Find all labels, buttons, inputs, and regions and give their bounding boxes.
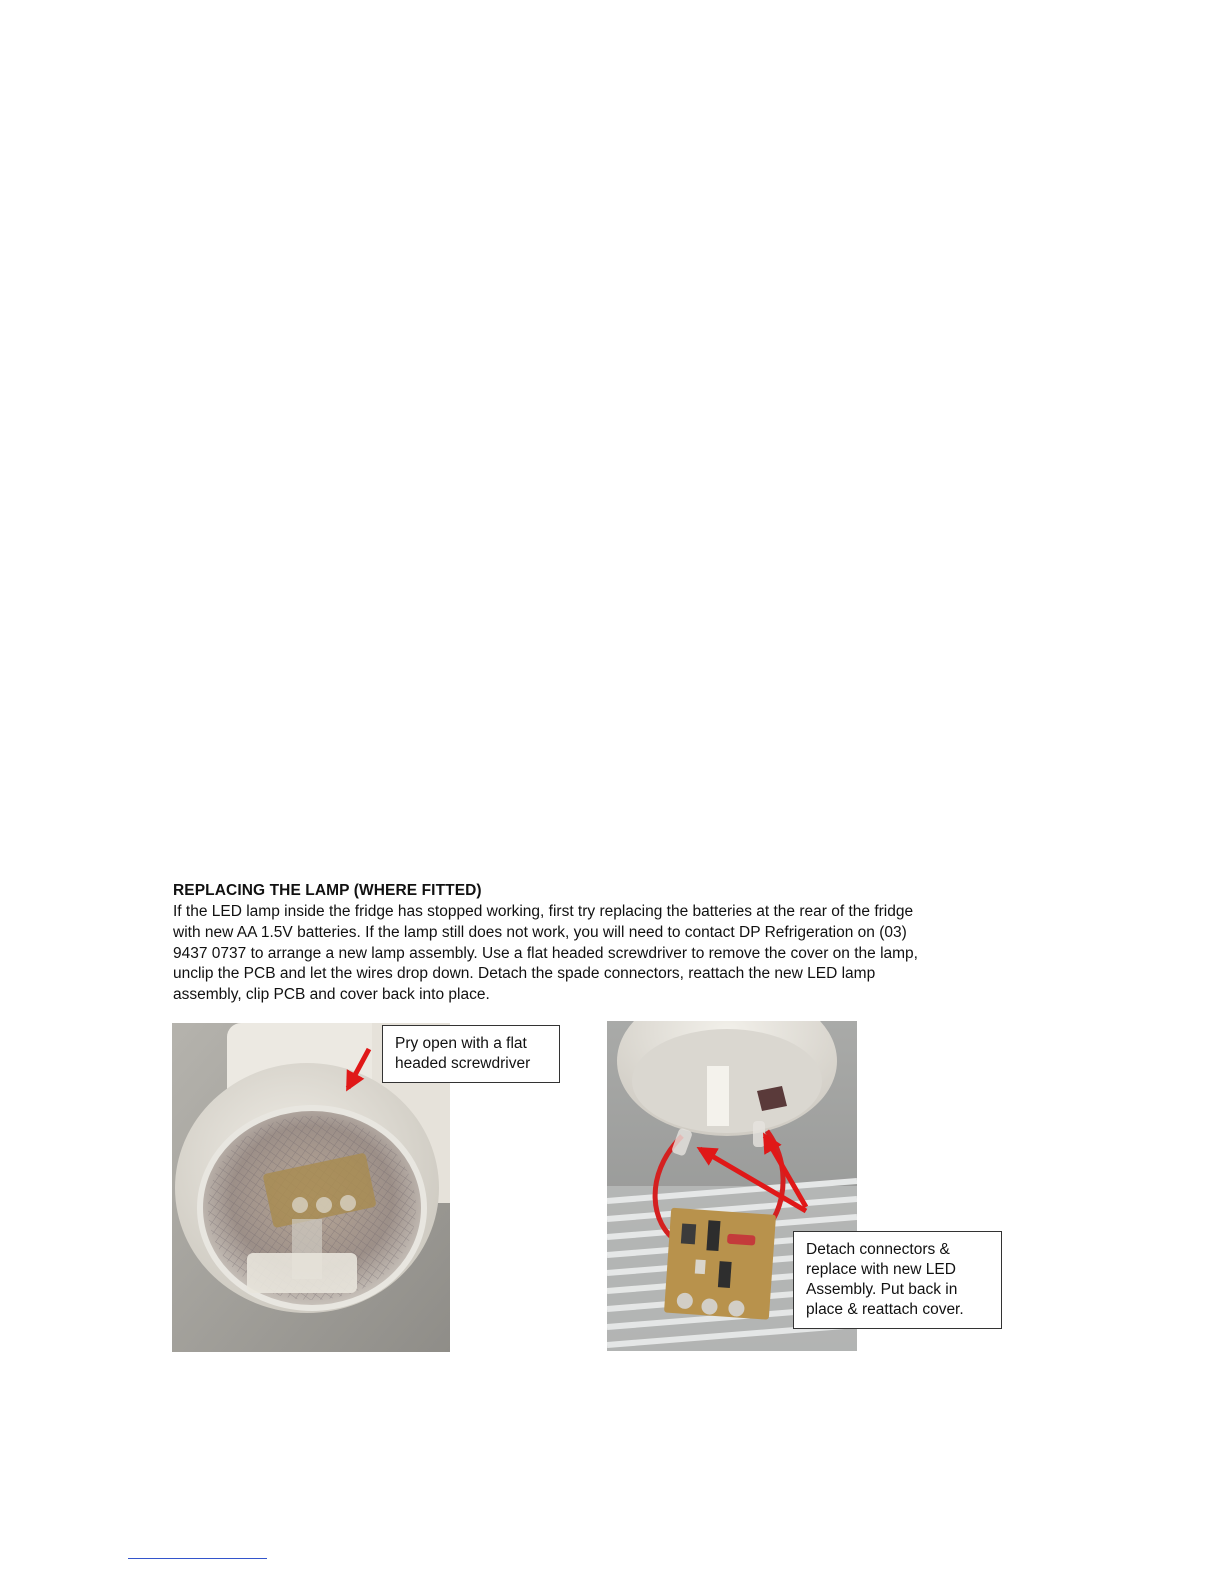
paragraph-line: with new AA 1.5V batteries. If the lamp still does not work, you will need to contact DP Refrigeration on (03) <box>173 923 907 941</box>
paragraph-line: 9437 0737 to arrange a new lamp assembly. Use a flat headed screwdriver to remove the cover on the lamp, <box>173 944 918 962</box>
detach-connectors-callout <box>793 1231 1002 1329</box>
paragraph-line: assembly, clip PCB and cover back into place. <box>173 986 490 1004</box>
callout-line: Detach connectors & <box>806 1241 950 1258</box>
paragraph-line: unclip the PCB and let the wires drop down. Detach the spade connectors, reattach the new LED lamp <box>173 965 876 983</box>
callout-line: place & reattach cover. <box>806 1301 964 1318</box>
footnote-separator <box>128 1558 267 1559</box>
pry-open-callout <box>382 1025 560 1083</box>
callout-line: replace with new LED <box>806 1261 956 1278</box>
instructions-paragraph <box>173 902 993 1006</box>
paragraph-line: If the LED lamp inside the fridge has stopped working, first try replacing the batteries at the rear of the fridge <box>173 903 914 920</box>
callout-line: Assembly. Put back in <box>806 1281 958 1298</box>
section-title: REPLACING THE LAMP (WHERE FITTED) <box>173 882 482 899</box>
callout-line: Pry open with a flat <box>395 1035 527 1052</box>
callout-line: headed screwdriver <box>395 1055 531 1072</box>
